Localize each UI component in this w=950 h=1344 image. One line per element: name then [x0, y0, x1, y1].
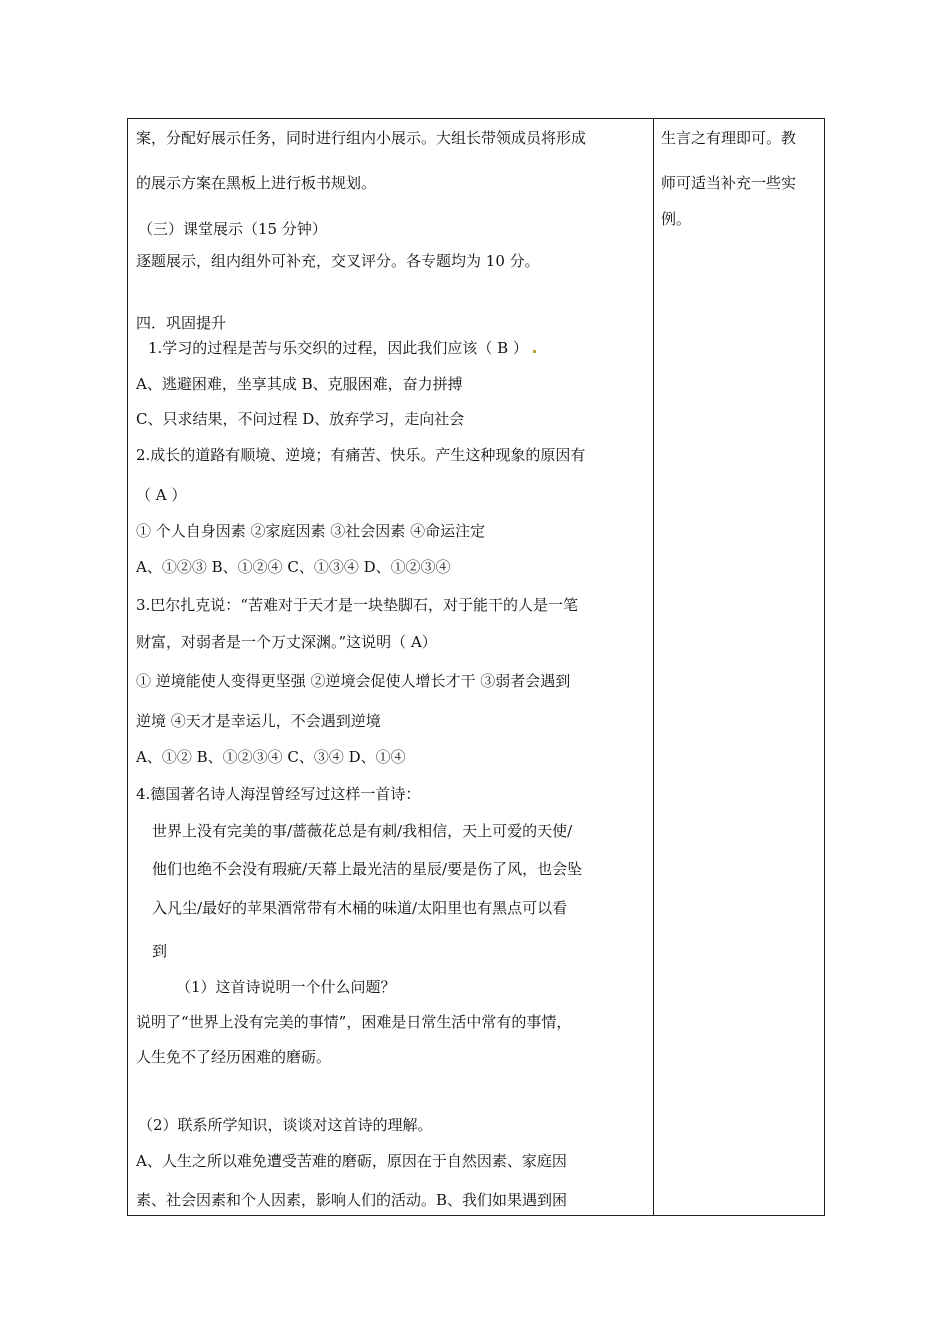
- answer-line: A、人生之所以难免遭受苦难的磨砺，原因在于自然因素、家庭因: [136, 1152, 567, 1170]
- question-stem: 3.巴尔扎克说：“苦难对于天才是一块垫脚石，对于能干的人是一笔: [136, 596, 578, 614]
- section-heading: （三）课堂展示（15 分钟）: [138, 220, 327, 238]
- lesson-plan-table: [127, 118, 825, 1216]
- choice-line: A、①② B、①②③④ C、③④ D、①④: [136, 748, 406, 766]
- sub-question: （2）联系所学知识，谈谈对这首诗的理解。: [138, 1116, 433, 1134]
- text-line: 案，分配好展示任务，同时进行组内小展示。大组长带领成员将形成: [136, 129, 587, 147]
- answer-line: 人生免不了经历困难的磨砺。: [136, 1048, 332, 1066]
- answer-line: （ A ）: [136, 486, 187, 504]
- choice-line: A、①②③ B、①②④ C、①③④ D、①②③④: [136, 558, 451, 576]
- choice-line: ① 个人自身因素 ②家庭因素 ③社会因素 ④命运注定: [136, 522, 486, 540]
- poem-line: 到: [152, 942, 168, 960]
- question-stem: 财富，对弱者是一个万丈深渊。”这说明（ A）: [136, 633, 437, 651]
- text-line: 的展示方案在黑板上进行板书规划。: [136, 174, 377, 192]
- section-heading: 四．巩固提升: [136, 314, 227, 332]
- answer-line: 素、社会因素和个人因素，影响人们的活动。B、我们如果遇到困: [136, 1191, 568, 1209]
- note-line: 生言之有理即可。教: [661, 129, 797, 147]
- choice-line: C、只求结果，不问过程 D、放弃学习，走向社会: [136, 410, 465, 428]
- sub-question: （1）这首诗说明一个什么问题？: [176, 978, 396, 996]
- question-stem: 4.德国著名诗人海涅曾经写过这样一首诗：: [136, 785, 421, 803]
- note-line: 例。: [661, 210, 692, 228]
- poem-line: 入凡尘/最好的苹果酒常带有木桶的味道/太阳里也有黑点可以看: [152, 899, 568, 917]
- text-line: 逐题展示，组内组外可补充，交叉评分。各专题均为 10 分。: [136, 252, 540, 270]
- question-stem: 1.学习的过程是苦与乐交织的过程，因此我们应该（ B ）: [148, 338, 536, 358]
- note-line: 师可适当补充一些实: [661, 174, 797, 192]
- column-divider: [653, 119, 654, 1215]
- main-content-column: [136, 119, 646, 1215]
- teacher-notes-column: [661, 119, 821, 1215]
- poem-line: 他们也绝不会没有瑕疵/天幕上最光洁的星辰/要是伤了风，也会坠: [152, 860, 583, 878]
- choice-line: A、逃避困难，坐享其成 B、克服困难，奋力拼搏: [136, 375, 463, 393]
- highlight-mark: [533, 350, 536, 353]
- choice-line: ① 逆境能使人变得更坚强 ②逆境会促使人增长才干 ③弱者会遇到: [136, 672, 571, 690]
- question-stem: 2.成长的道路有顺境、逆境；有痛苦、快乐。产生这种现象的原因有: [136, 446, 586, 464]
- answer-line: 说明了“世界上没有完美的事情”，困难是日常生活中常有的事情，: [136, 1013, 572, 1031]
- choice-line: 逆境 ④天才是幸运儿，不会遇到逆境: [136, 712, 381, 730]
- poem-line: 世界上没有完美的事/蔷薇花总是有刺/我相信，天上可爱的天使/: [152, 822, 573, 840]
